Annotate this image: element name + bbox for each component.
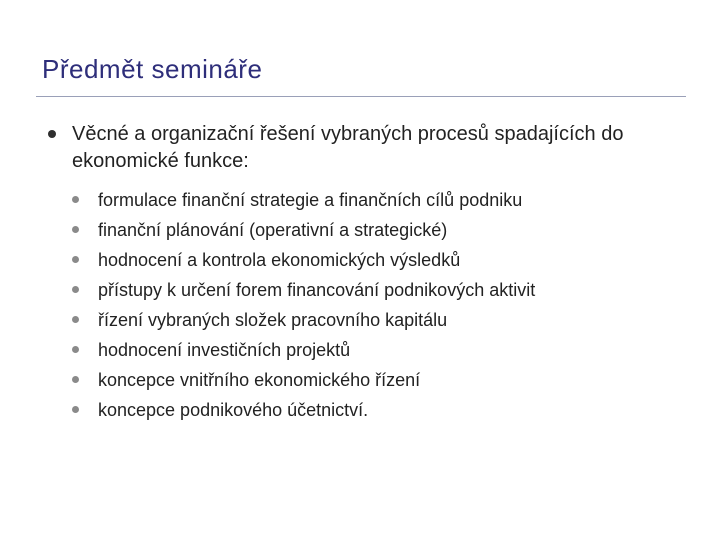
bullet-dot-icon: [48, 130, 56, 138]
bullet-dot-icon: [72, 196, 79, 203]
sub-bullet-text: hodnocení investičních projektů: [98, 340, 351, 360]
sub-bullet-text: hodnocení a kontrola ekonomických výsledků: [98, 250, 461, 270]
bullet-dot-icon: [72, 376, 79, 383]
bullet-dot-icon: [72, 406, 79, 413]
sub-bullet-text: koncepce vnitřního ekonomického řízení: [98, 370, 421, 390]
main-bullet-text: Věcné a organizační řešení vybraných procesů spadajících do ekonomické funkce:: [72, 123, 624, 172]
main-bullet-item: [48, 121, 668, 175]
bullet-dot-icon: [72, 316, 79, 323]
sub-bullet-text: finanční plánování (operativní a strategické): [98, 220, 448, 240]
bullet-dot-icon: [72, 346, 79, 353]
sub-bullet-text: řízení vybraných složek pracovního kapitálu: [98, 310, 448, 330]
sub-bullet-text: formulace finanční strategie a finančních cílů podniku: [98, 190, 523, 210]
bullet-dot-icon: [72, 226, 79, 233]
sub-bullet-text: přístupy k určení forem financování podnikových aktivit: [98, 280, 536, 300]
title-divider: [36, 96, 686, 97]
sub-bullet-text: koncepce podnikového účetnictví.: [98, 400, 369, 420]
bullet-dot-icon: [72, 286, 79, 293]
slide-title: Předmět semináře: [42, 54, 263, 84]
bullet-dot-icon: [72, 256, 79, 263]
